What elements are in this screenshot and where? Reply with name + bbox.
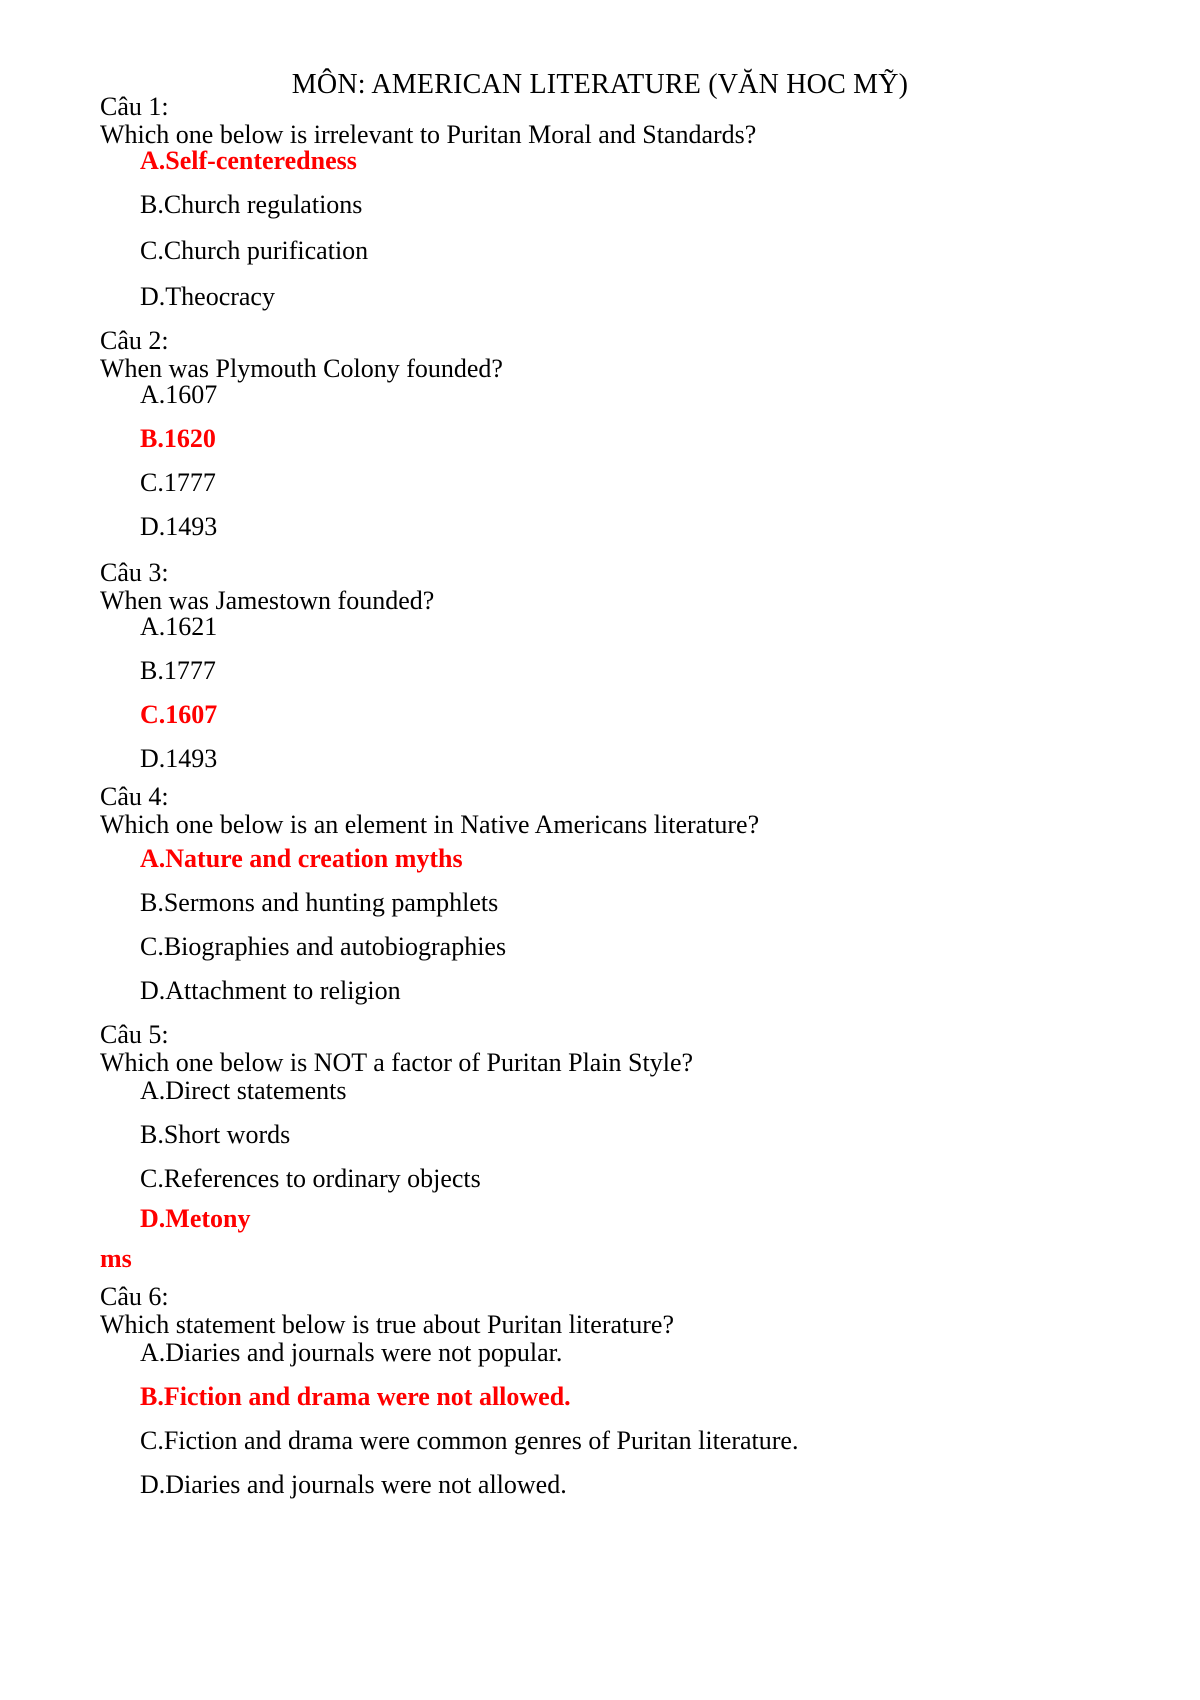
question-1-option-c: C.Church purification (140, 236, 369, 265)
question-3-option-a: A.1621 (140, 612, 218, 641)
question-5-option-b: B.Short words (140, 1120, 291, 1149)
question-5-text: Which one below is NOT a factor of Puritan Plain Style? (100, 1048, 694, 1077)
question-2-label: Câu 2: (100, 326, 169, 355)
question-3-option-d: D.1493 (140, 744, 218, 773)
question-6-label: Câu 6: (100, 1282, 169, 1311)
question-1-option-d: D.Theocracy (140, 282, 275, 311)
question-1-option-a: A.Self-centeredness (140, 146, 357, 175)
question-4-text: Which one below is an element in Native Americans literature? (100, 810, 760, 839)
question-2-option-c: C.1777 (140, 468, 216, 497)
question-2-text: When was Plymouth Colony founded? (100, 354, 503, 383)
question-6-option-c: C.Fiction and drama were common genres of Puritan literature. (140, 1426, 799, 1455)
question-5-option-a: A.Direct statements (140, 1076, 347, 1105)
question-6-option-b: B.Fiction and drama were not allowed. (140, 1382, 571, 1411)
question-1-label: Câu 1: (100, 92, 169, 121)
question-5-option-c: C.References to ordinary objects (140, 1164, 481, 1193)
question-3-option-b: B.1777 (140, 656, 216, 685)
question-3-text: When was Jamestown founded? (100, 586, 435, 615)
question-3-label: Câu 3: (100, 558, 169, 587)
question-2-option-d: D.1493 (140, 512, 218, 541)
question-4-option-c: C.Biographies and autobiographies (140, 932, 507, 961)
question-1-text: Which one below is irrelevant to Puritan Moral and Standards? (100, 120, 757, 149)
question-2-option-a: A.1607 (140, 380, 218, 409)
page-title: MÔN: AMERICAN LITERATURE (VĂN HOC MỸ) (291, 69, 909, 100)
question-6-option-a: A.Diaries and journals were not popular. (140, 1338, 563, 1367)
question-4-option-a: A.Nature and creation myths (140, 844, 463, 873)
question-5-option-d-overflow: ms (100, 1244, 132, 1273)
question-4-label: Câu 4: (100, 782, 169, 811)
question-6-text: Which statement below is true about Puritan literature? (100, 1310, 674, 1339)
question-5-label: Câu 5: (100, 1020, 169, 1049)
question-4-option-b: B.Sermons and hunting pamphlets (140, 888, 499, 917)
question-6-option-d: D.Diaries and journals were not allowed. (140, 1470, 567, 1499)
question-2-option-b: B.1620 (140, 424, 216, 453)
question-5-option-d: D.Metony (140, 1204, 251, 1233)
question-3-option-c: C.1607 (140, 700, 218, 729)
question-1-option-b: B.Church regulations (140, 190, 363, 219)
question-4-option-d: D.Attachment to religion (140, 976, 401, 1005)
